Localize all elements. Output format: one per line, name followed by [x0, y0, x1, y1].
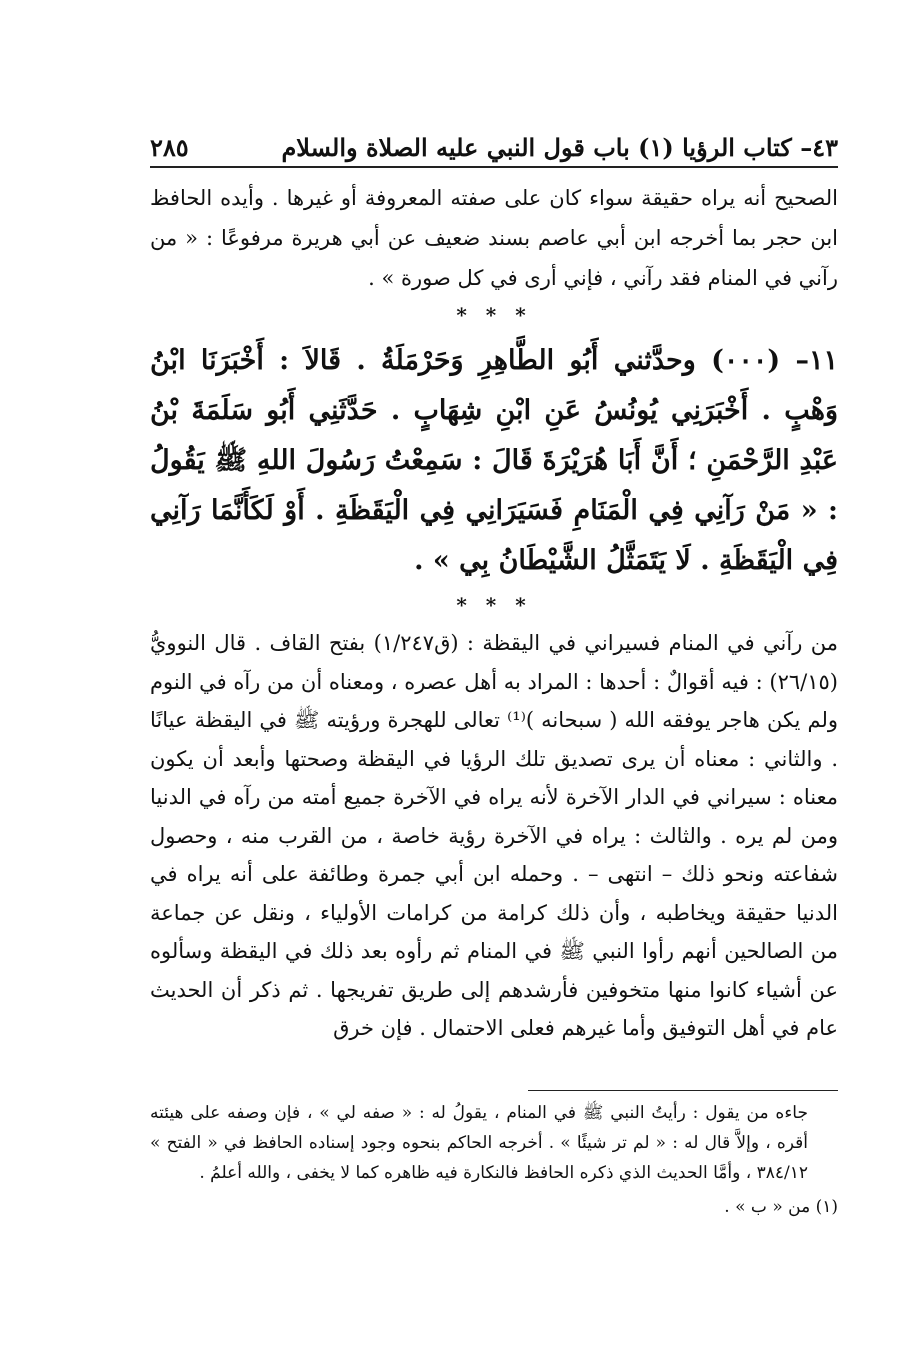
page-header	[150, 118, 838, 168]
hadith-text: ١١– (٠٠٠) وحدَّثني أَبُو الطَّاهِرِ وَحَرْمَلَةُ . قَالاَ : أَخْبَرَنَا ابْنُ وَهْبٍ . أَخْبَرَنِي يُونُسُ عَنِ ابْنِ شِهَابٍ . حَدَّثَنِي أَبُو سَلَمَةَ بْنُ عَبْدِ الرَّحْمَنِ ؛ أَنَّ أَبَا هُرَيْرَةَ قَالَ : سَمِعْتُ رَسُولَ اللهِ ﷺ يَقُولُ : « مَنْ رَآنِي فِي الْمَنَامِ فَسَيَرَانِي فِي الْيَقَظَةِ . أَوْ لَكَأَنَّمَا رَآنِي فِي الْيَقَظَةِ . لَا يَتَمَثَّلُ الشَّيْطَانُ بِي » .	[150, 345, 838, 576]
section-separator: * * *	[456, 303, 532, 327]
commentary-text: من رآني في المنام فسيراني في اليقظة : (ق١/٢٤٧) بفتح القاف . قال النوويُّ (٢٦/١٥) : فيه أقوالٌ : أحدها : المراد به أهل عصره ، ومعناه أن من رآه في النوم ولم يكن هاجر يوفقه الله ( سبحانه )⁽¹⁾ تعالى للهجرة ورؤيته ﷺ في اليقظة عيانًا . والثاني : معناه أن يرى تصديق تلك الرؤيا في اليقظة وصحتها وأبعد أن يكون معناه : سيراني في الدار الآخرة لأنه يراه في الآخرة جميع أمته من رآه في الدنيا ومن لم يره . والثالث : يراه في الآخرة رؤية خاصة ، من القرب منه ، وحصول شفاعته ونحو ذلك – انتهى – . وحمله ابن أبي جمرة وطائفة على أنه يراه في الدنيا حقيقة ويخاطبه ، وأن ذلك كرامة من كرامات الأولياء ، ونقل عن جماعة من الصالحين أنهم رأوا النبي ﷺ في المنام ثم رأوه بعد ذلك في اليقظة وسألوه عن أشياء كانوا منها متخوفين فأرشدهم إلى طريق تفريجها . ثم ذكر أن الحديث عام في أهل التوفيق وأما غيرهم فعلى الاحتمال . فإن خرق	[150, 631, 839, 1040]
page-number: ٢٨٥	[150, 133, 189, 162]
footnote-1: (١) من « ب » .	[724, 1197, 838, 1217]
running-title: ٤٣– كتاب الرؤيا (١) باب قول النبي عليه الصلاة والسلام	[281, 133, 838, 162]
intro-paragraph: الصحيح أنه يراه حقيقة سواء كان على صفته المعروفة أو غيرها . وأيده الحافظ ابن حجر بما أخرجه ابن أبي عاصم بسند ضعيف عن أبي هريرة مرفوعًا : « من رآني في المنام فقد رآني ، فإني أرى في كل صورة » .	[150, 186, 838, 290]
footnote-divider	[528, 1090, 838, 1091]
section-separator: * * *	[456, 593, 532, 617]
footnote-continuation: جاءه من يقول : رأيتُ النبي ﷺ في المنام ، يقولُ له : « صفه لي » ، فإن وصفه على هيئته أقره ، وإلاَّ قال له : « لم تر شيئًا » . أخرجه الحاكم بنحوه وجود إسناده الحافظ في « الفتح » ٣٨٤/١٢ ، وأمَّا الحديث الذي ذكره الحافظ فالنكارة فيه ظاهره كما لا يخفى ، والله أعلمُ .	[150, 1103, 808, 1183]
footnotes	[150, 1098, 838, 1222]
